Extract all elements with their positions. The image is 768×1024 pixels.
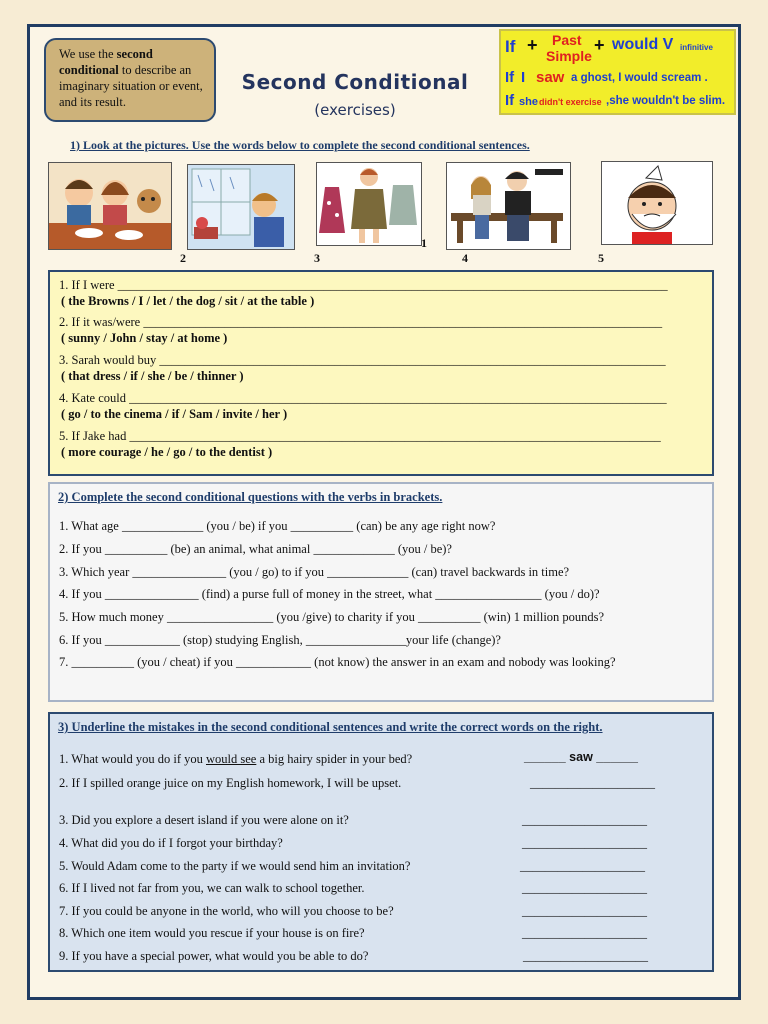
s3-sentence-6: 6. If I lived not far from you, we can walk to school together. [59, 881, 365, 895]
picture-toothache [601, 161, 713, 245]
intro-text-end: to describe an imaginary situation or event, and its result. [59, 63, 203, 109]
s1-sentence-4[interactable]: 4. Kate could ______________________________________________________________________________________ [59, 391, 667, 405]
couple-bench-illustration [447, 163, 570, 249]
s3-answer-4[interactable]: ____________________ [522, 836, 647, 850]
s3-sentence-9: 9. If you have a special power, what would you be able to do? [59, 949, 369, 963]
s2-question-7[interactable]: 7. __________ (you / cheat) if you ____________ (not know) the answer in an exam and nobody was looking? [59, 655, 616, 669]
s1-hint-4: ( go / to the cinema / if / Sam / invite / her ) [61, 407, 288, 421]
s3-sentence-4: 4. What did you do if I forgot your birthday? [59, 836, 283, 850]
formula-infinitive: infinitive [680, 43, 713, 52]
section1-box [48, 270, 714, 476]
s1-sentence-1[interactable]: 1. If I were ________________________________________________________________________________________ [59, 278, 668, 292]
s3-answer-9[interactable]: ____________________ [523, 949, 648, 963]
boy-window-illustration [188, 165, 294, 249]
s3-sentence-1-end: a big hairy spider in your bed? [256, 752, 413, 766]
page-title: Second Conditional [241, 70, 469, 94]
s3-answer-1[interactable]: ______ saw ______ [524, 750, 638, 764]
s3-underlined-mistake: would see [205, 752, 257, 766]
formula-past: Past [552, 32, 582, 48]
s2-question-5[interactable]: 5. How much money _________________ (you /give) to charity if you __________ (win) 1 million pounds? [59, 610, 605, 624]
s3-sentence-2: 2. If I spilled orange juice on my English homework, I will be upset. [59, 776, 402, 790]
picture-boy-window [187, 164, 295, 250]
s3-answer-7[interactable]: ____________________ [522, 904, 647, 918]
picture-number-5: 5 [598, 251, 604, 265]
s2-question-6[interactable]: 6. If you ____________ (stop) studying English, ________________your life (change)? [59, 633, 501, 647]
s3-sentence-7: 7. If you could be anyone in the world, who will you choose to be? [59, 904, 394, 918]
s3-answer-2[interactable]: ____________________ [530, 776, 655, 790]
example1-verb: saw [536, 69, 565, 86]
example2-if: If [505, 92, 515, 109]
picture-number-1: 1 [421, 236, 427, 250]
example2-verb: didn't exercise [539, 97, 602, 107]
s1-hint-3: ( that dress / if / she / be / thinner ) [61, 369, 244, 383]
s1-hint-1: ( the Browns / I / let / the dog / sit / at the table ) [61, 294, 315, 308]
formula-plus-2: + [594, 35, 605, 55]
section2-box [48, 482, 714, 702]
picture-number-2: 2 [180, 251, 186, 265]
section3-box [48, 712, 714, 972]
formula-simple: Simple [546, 48, 592, 64]
example2-rest: ,she wouldn't be slim. [606, 95, 726, 107]
section2-instruction: 2) Complete the second conditional questions with the verbs in brackets. [58, 490, 443, 504]
example1-rest: a ghost, I would scream . [571, 72, 708, 84]
s3-sentence-1-start: 1. What would you do if you [59, 752, 206, 766]
s2-question-3[interactable]: 3. Which year _______________ (you / go) to if you _____________ (can) travel backwards in time? [59, 565, 570, 579]
formula-would: would V [612, 36, 674, 53]
section1-instruction: 1) Look at the pictures. Use the words below to complete the second conditional sentences. [70, 138, 530, 152]
s3-answer-8[interactable]: ____________________ [522, 926, 647, 940]
toothache-illustration [602, 162, 712, 244]
formula-if: If [505, 37, 516, 56]
intro-note [44, 38, 216, 122]
s3-answer-6[interactable]: ____________________ [522, 881, 647, 895]
picture-woman-dresses [316, 162, 422, 246]
s1-sentence-3[interactable]: 3. Sarah would buy _________________________________________________________________________________ [59, 353, 666, 367]
example2-subject: she [519, 96, 538, 108]
s1-hint-2: ( sunny / John / stay / at home ) [61, 331, 228, 345]
formula-box [499, 29, 736, 115]
s3-sentence-1 [59, 752, 412, 767]
picture-family-dinner [48, 162, 172, 250]
s1-sentence-2[interactable]: 2. If it was/were ___________________________________________________________________________________ [59, 315, 663, 329]
s3-sentence-8: 8. Which one item would you rescue if your house is on fire? [59, 926, 365, 940]
s3-answer-3[interactable]: ____________________ [522, 813, 647, 827]
s3-sentence-3: 3. Did you explore a desert island if you were alone on it? [59, 813, 349, 827]
formula-plus: + [527, 35, 538, 55]
s2-question-2[interactable]: 2. If you __________ (be) an animal, what animal _____________ (you / be)? [59, 542, 452, 556]
family-dinner-illustration [49, 163, 171, 249]
picture-number-4: 4 [462, 251, 468, 265]
s1-hint-5: ( more courage / he / go / to the dentist ) [61, 445, 273, 459]
woman-dresses-illustration [317, 163, 421, 245]
s2-question-4[interactable]: 4. If you _______________ (find) a purse full of money in the street, what _________________ (you / do)? [59, 587, 600, 601]
section3-instruction: 3) Underline the mistakes in the second conditional sentences and write the correct words on the right. [58, 720, 603, 734]
intro-text: We use the [59, 47, 117, 61]
s1-sentence-5[interactable]: 5. If Jake had _____________________________________________________________________________________ [59, 429, 661, 443]
s3-sentence-5: 5. Would Adam come to the party if we would send him an invitation? [59, 859, 411, 873]
picture-couple-bench [446, 162, 571, 250]
example1-if: If [505, 69, 515, 86]
page-subtitle: (exercises) [314, 101, 396, 119]
s2-question-1[interactable]: 1. What age _____________ (you / be) if you __________ (can) be any age right now? [59, 519, 496, 533]
example1-subject: I [521, 69, 526, 86]
s3-answer-5[interactable]: ____________________ [520, 859, 645, 873]
picture-number-3: 3 [314, 251, 320, 265]
intro-bold: second conditional [59, 47, 153, 77]
